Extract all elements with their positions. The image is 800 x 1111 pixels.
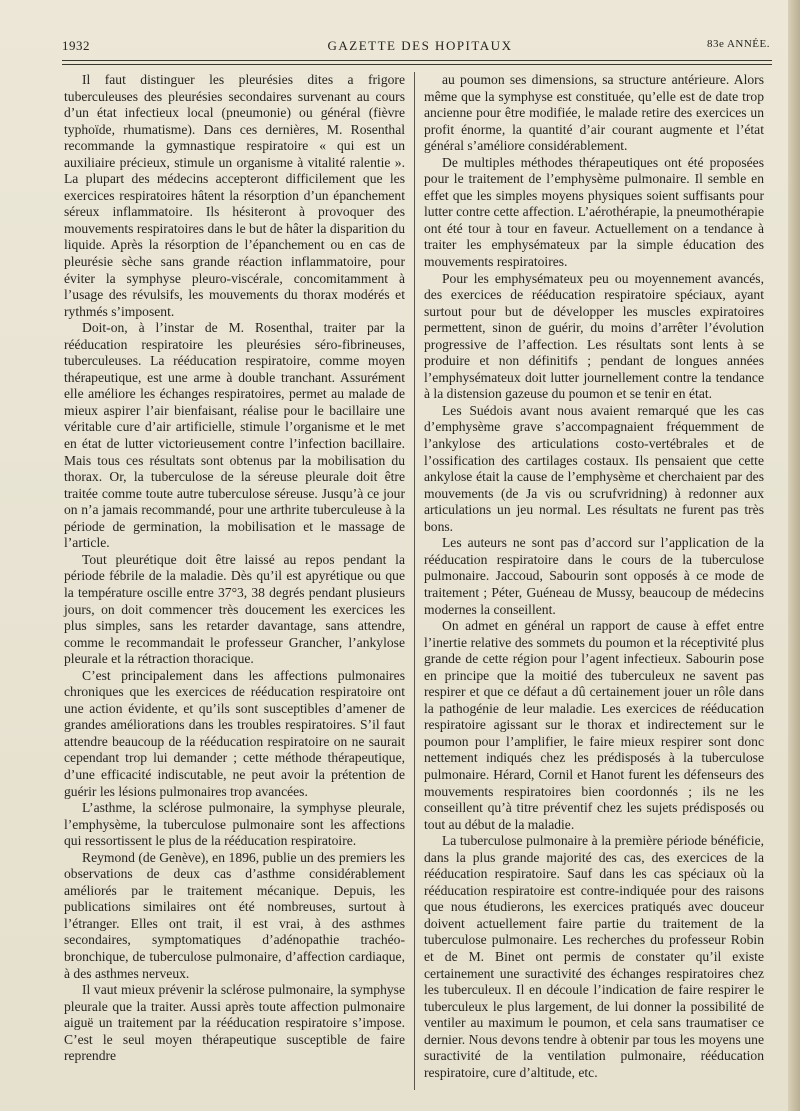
paragraph: Tout pleurétique doit être laissé au repos pendant la période fébrile de la maladie. Dès qu’il est apyrétique ou que la température oscille entre 37°3, 38 degrés pendant plusieurs jours, on doit commencer très doucement les exercices les plus simples, sans les retarder davantage, sans attendre, comme le recommandait le professeur Grancher, l’ankylose pleurale et la rétraction thoracique. [64,551,405,667]
paragraph: La tuberculose pulmonaire à la première période bénéficie, dans la plus grande majorité des cas, des exercices de la rééducation respiratoire. Sauf dans les cas spéciaux où la rééducation respiratoire est contre-indiquée pour des raisons que nous étudierons, les exercices pratiqués avec douceur doivent actuellement faire partie du traitement de la tuberculose pulmonaire. Les recherches du professeur Robin et de M. Binet ont permis de constater qu’il existe certainement une suractivité des échanges respiratoires chez les tuberculeux. Il en découle l’indication de faire respirer le tuberculeux le plus largement, de lui donner la possibilité de ventiler au maximum le poumon, et cela sans traumatiser ce dernier. Nous devons tendre à obtenir par tous les moyens une suractivité de la ventilation pulmonaire, rééducation respiratoire, cure d’altitude, etc. [424,833,764,1080]
page-header [62,38,778,58]
page-edge-shadow [788,0,800,1111]
paragraph: Il faut distinguer les pleurésies dites a frigore tuberculeuses des pleurésies secondaires survenant au cours d’un état infectieux local (pneumonie) ou général (fièvre typhoïde, rhumatisme). Dans ces dernières, M. Rosenthal recommande la gymnastique respiratoire « qui est un auxiliaire précieux, stimule un organisme à vitalité ralentie ». La plupart des médecins accepteront difficilement que les exercices respiratoires hâtent la résorption d’un épanchement séreux inflammatoire. Ils hésiteront à provoquer des mouvements respiratoires dans le but de hâter la disparition du liquide. Après la résorption de l’épanchement ou en cas de pleurésie sèche sans grande réaction inflammatoire, pour éviter la symphyse pleuro-viscérale, concomitamment à l’usage des révulsifs, les mouvements du thorax modérés et rythmés s’imposent. [64,72,405,319]
column-left [64,72,405,1065]
paragraph: L’asthme, la sclérose pulmonaire, la symphyse pleurale, l’emphysème, la tuberculose pulmonaire sont les affections qui ressortissent le plus de la rééducation respiratoire. [64,800,405,849]
paragraph: De multiples méthodes thérapeutiques ont été proposées pour le traitement de l’emphysème pulmonaire. Il semble en effet que les simples moyens physiques soient suffisants pour lutter contre cette affection. L’aérothérapie, la pneumothérapie ont été tour à tour en faveur. Actuellement on a tendance à traiter les emphysémateux par la simple éducation des mouvements respiratoires. [424,154,764,270]
column-right [424,72,764,1081]
paragraph: C’est principalement dans les affections pulmonaires chroniques que les exercices de rééducation respiratoire ont une action évidente, et qu’ils sont susceptibles d’amener de grandes améliorations dans les troubles respiratoires. S’il faut attendre beaucoup de la rééducation respiratoire on ne saurait cependant trop lui demander ; cette méthode thérapeutique, d’une efficacité indiscutable, ne peut avoir la prétention de guérir les lésions pulmonaires trop avancées. [64,667,405,799]
page-number: 1932 [62,38,90,53]
paragraph: Les auteurs ne sont pas d’accord sur l’application de la rééducation respiratoire dans le cours de la tuberculose pulmonaire. Jaccoud, Sabourin sont opposés à ce mode de traitement ; Péter, Guéneau de Mussy, beaucoup de médecins modernes la conseillent. [424,535,764,617]
paragraph: Doit-on, à l’instar de M. Rosenthal, traiter par la rééducation respiratoire les pleurésies séro-fibrineuses, tuberculeuses. La rééducation respiratoire, comme moyen thérapeutique, est une arme à double tranchant. Assurément elle améliore les échanges respiratoires, permet au malade de mieux aspirer l’air bienfaisant, réalise pour le bacillaire une véritable cure d’air artificielle, stimule l’organisme et le met en état de lutter victorieusement contre l’infection bacillaire. Mais tous ces résultats sont obtenus par la mobilisation du thorax. Or, la tuberculose de la séreuse pleurale doit être traitée comme toute autre tuberculose séreuse. Jusqu’à ce jour on n’a jamais recommandé, pour une arthrite tuberculeuse à la période de germination, la mobilisation et le massage de l’article. [64,320,405,551]
volume-label: 83e ANNÉE. [706,38,770,50]
column-divider [414,72,415,1090]
paragraph: au poumon ses dimensions, sa structure antérieure. Alors même que la symphyse est constituée, qu’elle est de date trop ancienne pour être modifiée, le malade retire des exercices un profit énorme, la quantité d’air courant augmente et l’état général s’améliore considérablement. [424,72,764,154]
paragraph: Il vaut mieux prévenir la sclérose pulmonaire, la symphyse pleurale que la traiter. Aussi après toute affection pulmonaire aiguë un traitement par la rééducation respiratoire s’impose. C’est le seul moyen thérapeutique susceptible de faire reprendre [64,982,405,1064]
paragraph: Reymond (de Genève), en 1896, publie un des premiers les observations de deux cas d’asthme considérablement améliorés par le traitement mécanique. Depuis, les publications similaires ont été nombreuses, surtout à l’étranger. Elles ont trait, il est vrai, à des asthmes secondaires, symptomatiques d’adénopathie trachéo-bronchique, de tuberculose pulmonaire, d’affection cardiaque, à des asthmes nerveux. [64,849,405,981]
paragraph: Les Suédois avant nous avaient remarqué que les cas d’emphysème grave s’accompagnaient fréquemment de l’ankylose des articulations costo-vertébrales et de l’ossification des cartilages costaux. Ils pensaient que cette ankylose était la cause de l’emphysème et cherchaient par des mouvements (de Ja vis ou scrufvridning) à redonner aux articulations un jeu normal. Les résultats ne furent pas très bons. [424,402,764,534]
paragraph: On admet en général un rapport de cause à effet entre l’inertie relative des sommets du poumon et la réceptivité plus grande de cette région pour l’agent infectieux. Sabourin pose en principe que la moitié des tuberculeux ne savent pas respirer et que ce défaut a dû certainement jouer un rôle dans la pathogénie de leur maladie. Les exercices de rééducation respiratoire agissant sur le thorax et indirectement sur le poumon pour l’amplifier, le faire mieux respirer sont donc nettement indiqués chez les prédisposés à la tuberculose pulmonaire. Hérard, Cornil et Hanot furent les défenseurs des mouvements respiratoires bien coordonnés ; ils ne les conseillent qu’à titre préventif chez les sujets prédisposés ou tout au début de la maladie. [424,618,764,832]
paragraph: Pour les emphysémateux peu ou moyennement avancés, des exercices de rééducation respiratoire spéciaux, ayant surtout pour but de développer les muscles expiratoires permettent, sinon de guérir, du moins d’arrêter l’évolution progressive de l’affection. Les résultats sont lents à se produire et non définitifs ; pendant de longues années l’emphysémateux doit lutter journellement contre la tendance à la distension gazeuse du poumon et se tenir en état. [424,270,764,402]
header-rule-top [62,60,772,61]
header-rule-bottom [62,64,772,65]
publication-title: GAZETTE DES HOPITAUX [327,38,513,53]
